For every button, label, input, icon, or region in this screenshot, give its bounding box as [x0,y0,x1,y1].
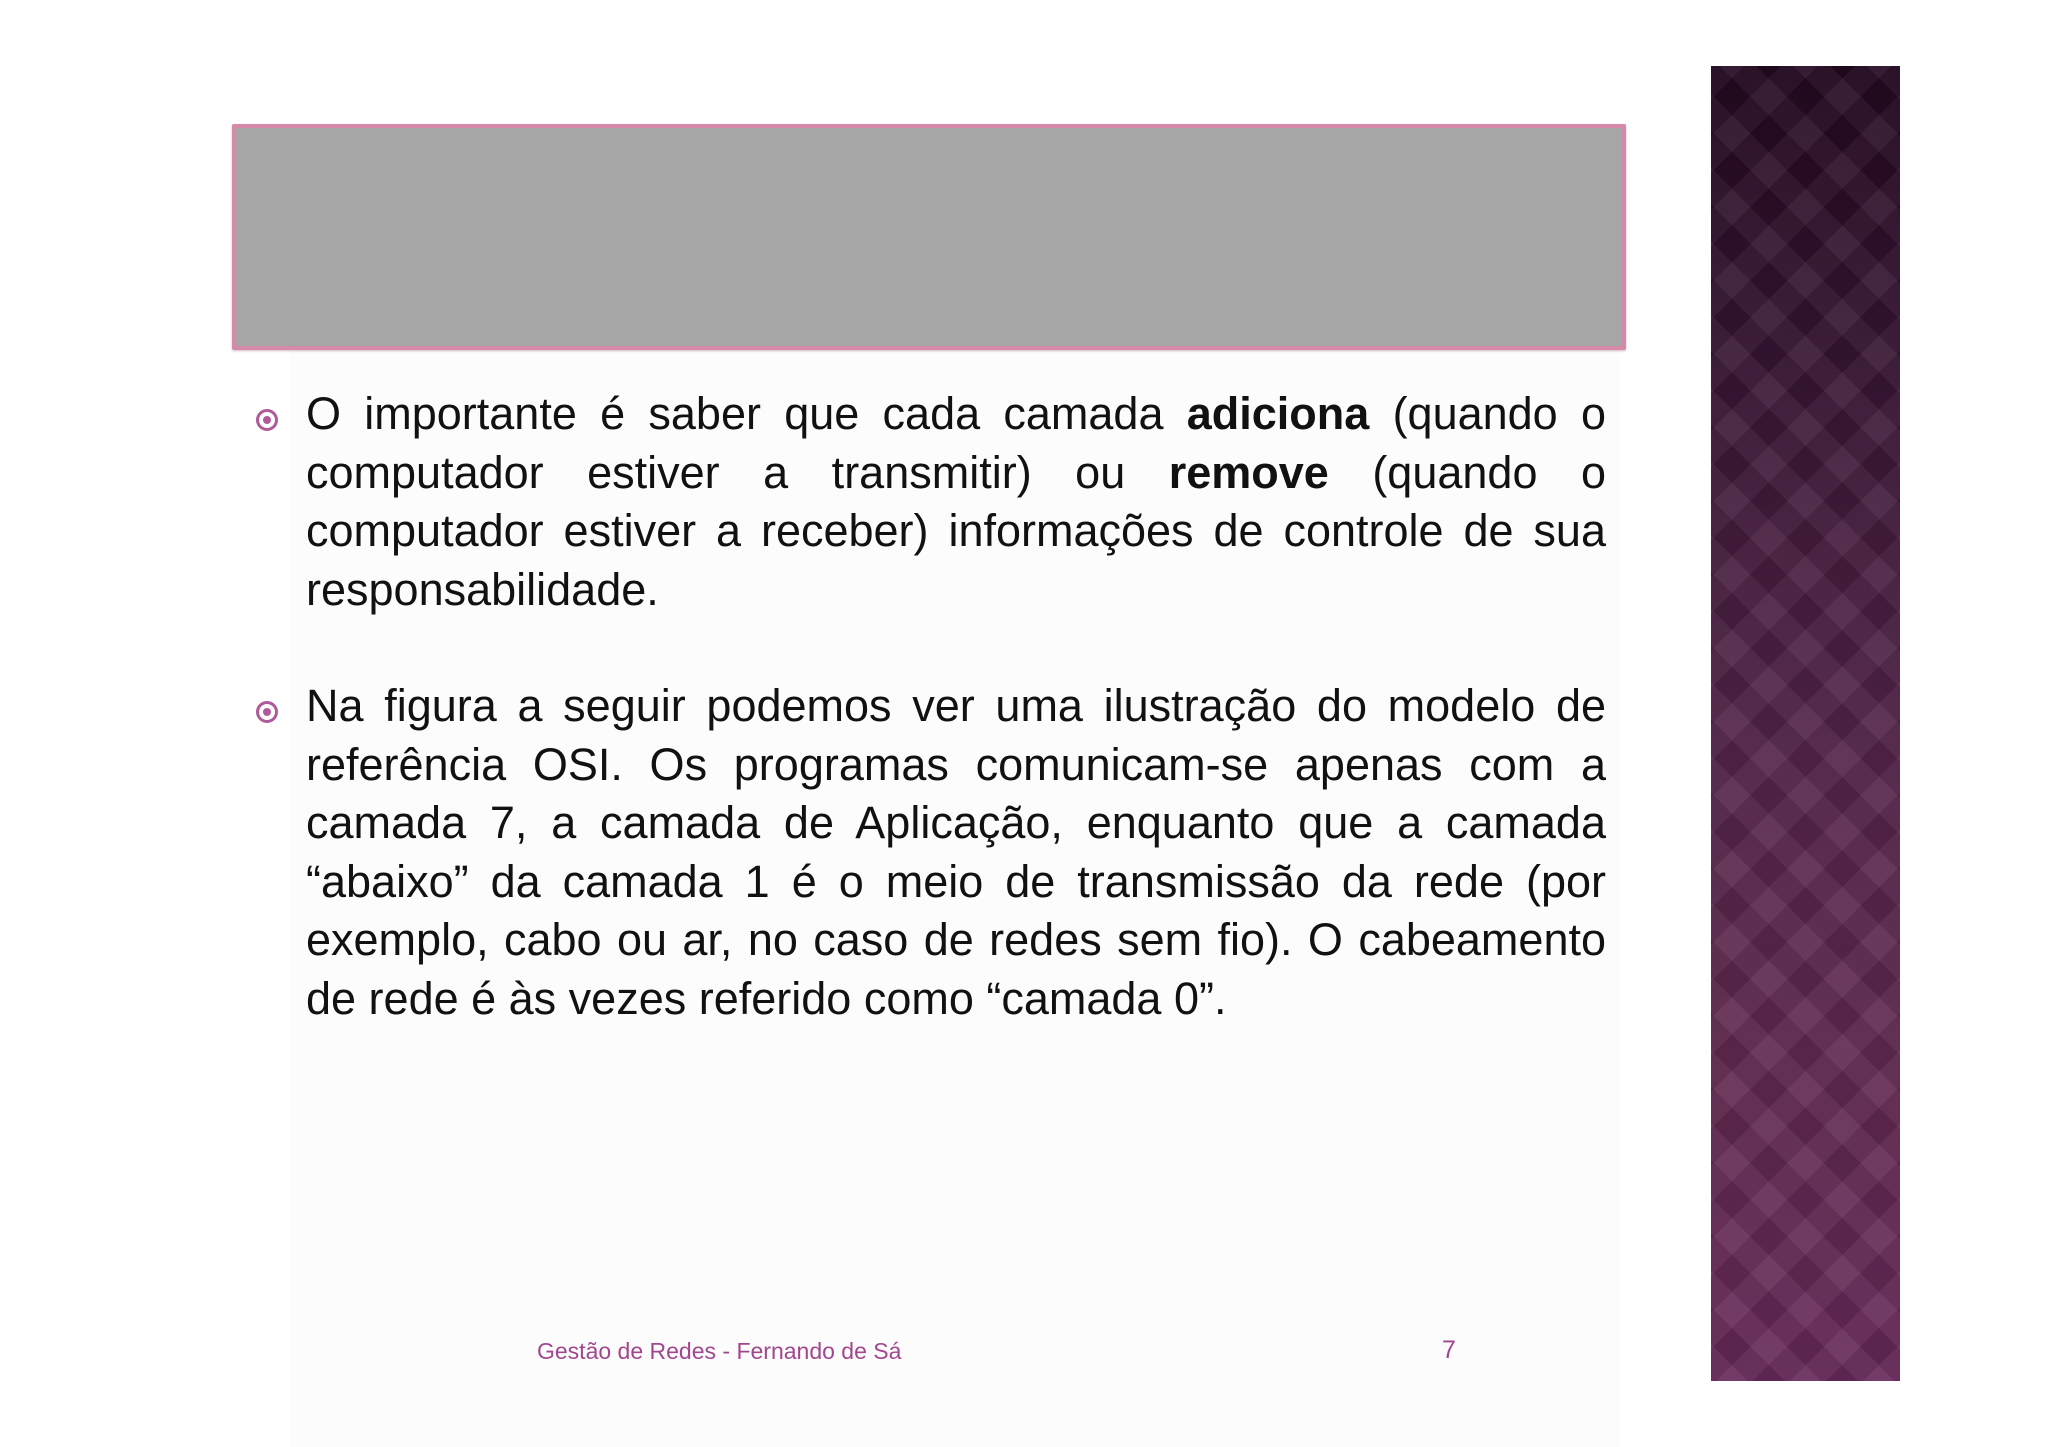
title-placeholder-box [232,124,1626,350]
bullet-item [252,677,1606,1028]
page-number: 7 [1442,1336,1456,1364]
decorative-side-band [1711,66,1900,1381]
bullet-text-segment: (quando o computador estiver a transmitir) ou [306,388,1606,498]
slide-footer: Gestão de Redes - Fernando de Sá [537,1338,902,1364]
bullet-text-bold: remove [1168,446,1329,498]
circled-dot-bullet-icon [256,701,278,723]
bullet-item [252,385,1606,619]
bullet-text [306,677,1606,1028]
bullet-text-segment: Na figura a seguir podemos ver uma ilustração do modelo de referência OSI. Os programas comunicam-se apenas com a camada 7, a camada de Aplicação, enquanto que a camada “abaixo” da camada 1 é o meio de transmissão da rede (por exemplo, cabo ou ar, no caso de redes sem fio). O cabeamento de rede é às vezes referido como “camada 0”. [306,680,1606,1024]
bullet-text-bold: adiciona [1186,388,1370,439]
bullet-text-segment: (quando o computador estiver a receber) informações de controle de sua responsabilidade. [306,446,1606,615]
bullet-list [252,385,1606,1086]
circled-dot-bullet-icon [256,409,278,431]
bullet-text [306,385,1606,619]
bullet-text-segment: O importante é saber que cada camada [306,388,1187,439]
